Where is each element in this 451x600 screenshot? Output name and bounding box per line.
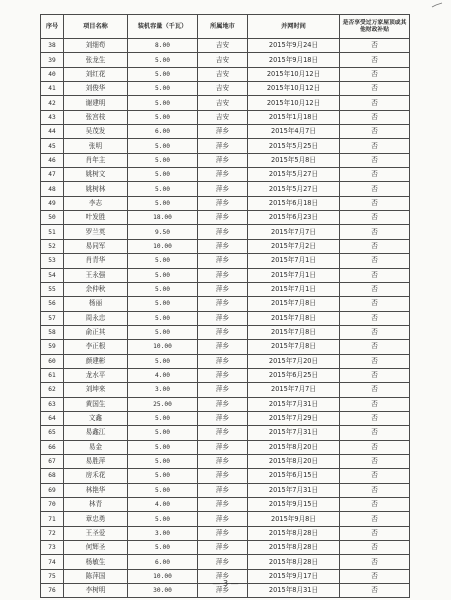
city-cell: 萍乡: [198, 454, 248, 468]
row-index-cell: 61: [41, 368, 64, 382]
subsidy-cell: 否: [340, 196, 410, 210]
project-name-cell: 王永强: [64, 268, 128, 282]
subsidy-cell: 否: [340, 110, 410, 124]
subsidy-cell: 否: [340, 311, 410, 325]
capacity-cell: 5.00: [128, 469, 198, 483]
capacity-cell: 8.00: [128, 39, 198, 53]
grid-date-cell: 2015年7月2日: [248, 239, 340, 253]
row-index-cell: 76: [41, 584, 64, 598]
row-index-cell: 54: [41, 268, 64, 282]
table-row: [41, 182, 410, 196]
capacity-cell: 3.00: [128, 526, 198, 540]
table-row: [41, 53, 410, 67]
subsidy-cell: 否: [340, 498, 410, 512]
table-row: [41, 383, 410, 397]
row-index-cell: 41: [41, 82, 64, 96]
row-index-cell: 55: [41, 282, 64, 296]
table-row: [41, 526, 410, 540]
row-index-cell: 73: [41, 541, 64, 555]
project-name-cell: 刘细苟: [64, 39, 128, 53]
table-row: [41, 541, 410, 555]
header-index: 序号: [41, 15, 64, 39]
capacity-cell: 5.00: [128, 282, 198, 296]
grid-date-cell: 2015年9月24日: [248, 39, 340, 53]
table-header-row: [41, 15, 410, 39]
subsidy-cell: 否: [340, 139, 410, 153]
capacity-cell: 5.00: [128, 67, 198, 81]
table-row: [41, 82, 410, 96]
capacity-cell: 5.00: [128, 440, 198, 454]
city-cell: 萍乡: [198, 340, 248, 354]
subsidy-cell: 否: [340, 182, 410, 196]
page-number: — 3 —: [212, 579, 239, 588]
subsidy-cell: 否: [340, 541, 410, 555]
project-name-cell: 房禾花: [64, 469, 128, 483]
city-cell: 萍乡: [198, 182, 248, 196]
subsidy-cell: 否: [340, 555, 410, 569]
row-index-cell: 50: [41, 211, 64, 225]
row-index-cell: 60: [41, 354, 64, 368]
table-row: [41, 139, 410, 153]
capacity-cell: 5.00: [128, 541, 198, 555]
table-row: [41, 297, 410, 311]
subsidy-cell: 否: [340, 426, 410, 440]
capacity-cell: 10.00: [128, 569, 198, 583]
table-row: [41, 96, 410, 110]
city-cell: 萍乡: [198, 368, 248, 382]
grid-date-cell: 2015年8月28日: [248, 526, 340, 540]
row-index-cell: 63: [41, 397, 64, 411]
grid-date-cell: 2015年7月31日: [248, 426, 340, 440]
table-row: [41, 411, 410, 425]
capacity-cell: 5.00: [128, 196, 198, 210]
row-index-cell: 45: [41, 139, 64, 153]
header-capacity: 装机容量（千瓦）: [128, 15, 198, 39]
project-name-cell: 张龙生: [64, 53, 128, 67]
city-cell: 萍乡: [198, 153, 248, 167]
grid-date-cell: 2015年7月8日: [248, 311, 340, 325]
project-name-cell: 罗兰英: [64, 225, 128, 239]
city-cell: 萍乡: [198, 498, 248, 512]
subsidy-cell: 否: [340, 211, 410, 225]
capacity-cell: 5.00: [128, 139, 198, 153]
capacity-cell: 5.00: [128, 325, 198, 339]
header-grid-date: 并网时间: [248, 15, 340, 39]
scan-mark: [431, 2, 443, 8]
capacity-cell: 4.00: [128, 368, 198, 382]
project-name-cell: 颜建彬: [64, 354, 128, 368]
city-cell: 吉安: [198, 110, 248, 124]
subsidy-cell: 否: [340, 397, 410, 411]
subsidy-cell: 否: [340, 469, 410, 483]
grid-date-cell: 2015年8月31日: [248, 584, 340, 598]
city-cell: 吉安: [198, 53, 248, 67]
city-cell: 萍乡: [198, 297, 248, 311]
subsidy-cell: 否: [340, 325, 410, 339]
capacity-cell: 18.00: [128, 211, 198, 225]
subsidy-cell: 否: [340, 584, 410, 598]
row-index-cell: 59: [41, 340, 64, 354]
capacity-cell: 25.00: [128, 397, 198, 411]
row-index-cell: 71: [41, 512, 64, 526]
grid-date-cell: 2015年7月1日: [248, 254, 340, 268]
grid-date-cell: 2015年7月1日: [248, 282, 340, 296]
grid-date-cell: 2015年8月20日: [248, 454, 340, 468]
city-cell: 萍乡: [198, 196, 248, 210]
row-index-cell: 43: [41, 110, 64, 124]
project-name-cell: 陈萍国: [64, 569, 128, 583]
table-row: [41, 67, 410, 81]
capacity-cell: 5.00: [128, 53, 198, 67]
row-index-cell: 49: [41, 196, 64, 210]
subsidy-cell: 否: [340, 569, 410, 583]
capacity-cell: 10.00: [128, 340, 198, 354]
row-index-cell: 70: [41, 498, 64, 512]
row-index-cell: 68: [41, 469, 64, 483]
subsidy-cell: 否: [340, 153, 410, 167]
city-cell: 吉安: [198, 67, 248, 81]
project-name-cell: 易胜萍: [64, 454, 128, 468]
project-name-cell: 俞正其: [64, 325, 128, 339]
grid-date-cell: 2015年8月20日: [248, 440, 340, 454]
grid-date-cell: 2015年7月7日: [248, 383, 340, 397]
city-cell: 萍乡: [198, 555, 248, 569]
project-name-cell: 姚树文: [64, 168, 128, 182]
grid-date-cell: 2015年7月7日: [248, 225, 340, 239]
subsidy-cell: 否: [340, 225, 410, 239]
project-name-cell: 李正根: [64, 340, 128, 354]
subsidy-cell: 否: [340, 39, 410, 53]
grid-date-cell: 2015年5月25日: [248, 139, 340, 153]
project-name-cell: 刘红花: [64, 67, 128, 81]
city-cell: 吉安: [198, 82, 248, 96]
row-index-cell: 64: [41, 411, 64, 425]
row-index-cell: 72: [41, 526, 64, 540]
grid-date-cell: 2015年5月8日: [248, 153, 340, 167]
capacity-cell: 5.00: [128, 411, 198, 425]
row-index-cell: 47: [41, 168, 64, 182]
capacity-cell: 5.00: [128, 354, 198, 368]
table-row: [41, 239, 410, 253]
grid-date-cell: 2015年8月28日: [248, 541, 340, 555]
capacity-cell: 5.00: [128, 311, 198, 325]
grid-date-cell: 2015年6月15日: [248, 469, 340, 483]
city-cell: 萍乡: [198, 426, 248, 440]
grid-date-cell: 2015年6月25日: [248, 368, 340, 382]
table-row: [41, 225, 410, 239]
row-index-cell: 46: [41, 153, 64, 167]
header-city: 所属地市: [198, 15, 248, 39]
city-cell: 萍乡: [198, 225, 248, 239]
row-index-cell: 40: [41, 67, 64, 81]
project-name-cell: 余仲秋: [64, 282, 128, 296]
project-name-cell: 文鑫: [64, 411, 128, 425]
table-row: [41, 168, 410, 182]
header-subsidy: 是否享受过万家屋顶或其他财政补贴: [340, 15, 410, 39]
table-row: [41, 282, 410, 296]
grid-date-cell: 2015年9月15日: [248, 498, 340, 512]
subsidy-cell: 否: [340, 168, 410, 182]
row-index-cell: 58: [41, 325, 64, 339]
project-name-cell: 李志: [64, 196, 128, 210]
row-index-cell: 56: [41, 297, 64, 311]
row-index-cell: 57: [41, 311, 64, 325]
capacity-cell: 10.00: [128, 239, 198, 253]
grid-date-cell: 2015年6月18日: [248, 196, 340, 210]
city-cell: 萍乡: [198, 512, 248, 526]
city-cell: 吉安: [198, 39, 248, 53]
project-name-cell: 刘坤来: [64, 383, 128, 397]
subsidy-cell: 否: [340, 340, 410, 354]
table-row: [41, 110, 410, 124]
header-project-name: 项目名称: [64, 15, 128, 39]
capacity-cell: 5.00: [128, 254, 198, 268]
project-name-cell: 林青: [64, 498, 128, 512]
city-cell: 萍乡: [198, 469, 248, 483]
project-name-cell: 周永忠: [64, 311, 128, 325]
table-row: [41, 454, 410, 468]
city-cell: 萍乡: [198, 354, 248, 368]
capacity-cell: 5.00: [128, 153, 198, 167]
grid-date-cell: 2015年10月12日: [248, 82, 340, 96]
project-name-cell: 叶发胜: [64, 211, 128, 225]
city-cell: 萍乡: [198, 411, 248, 425]
table-row: [41, 498, 410, 512]
subsidy-table: [40, 14, 410, 598]
capacity-cell: 9.50: [128, 225, 198, 239]
city-cell: 萍乡: [198, 125, 248, 139]
row-index-cell: 67: [41, 454, 64, 468]
grid-date-cell: 2015年7月20日: [248, 354, 340, 368]
project-name-cell: 姚树林: [64, 182, 128, 196]
subsidy-cell: 否: [340, 483, 410, 497]
row-index-cell: 66: [41, 440, 64, 454]
grid-date-cell: 2015年7月8日: [248, 325, 340, 339]
capacity-cell: 5.00: [128, 82, 198, 96]
project-name-cell: 章忠勇: [64, 512, 128, 526]
row-index-cell: 39: [41, 53, 64, 67]
city-cell: 吉安: [198, 96, 248, 110]
project-name-cell: 张明: [64, 139, 128, 153]
city-cell: 萍乡: [198, 239, 248, 253]
row-index-cell: 53: [41, 254, 64, 268]
subsidy-cell: 否: [340, 96, 410, 110]
grid-date-cell: 2015年7月31日: [248, 397, 340, 411]
grid-date-cell: 2015年9月17日: [248, 569, 340, 583]
project-name-cell: 谢建明: [64, 96, 128, 110]
city-cell: 萍乡: [198, 325, 248, 339]
project-name-cell: 何辉圣: [64, 541, 128, 555]
table-row: [41, 354, 410, 368]
city-cell: 萍乡: [198, 282, 248, 296]
grid-date-cell: 2015年8月28日: [248, 555, 340, 569]
grid-date-cell: 2015年7月8日: [248, 340, 340, 354]
city-cell: 萍乡: [198, 168, 248, 182]
subsidy-cell: 否: [340, 82, 410, 96]
project-name-cell: 杨敏生: [64, 555, 128, 569]
row-index-cell: 51: [41, 225, 64, 239]
row-index-cell: 48: [41, 182, 64, 196]
subsidy-cell: 否: [340, 512, 410, 526]
table-row: [41, 211, 410, 225]
project-name-cell: 龙水平: [64, 368, 128, 382]
city-cell: 萍乡: [198, 483, 248, 497]
city-cell: 萍乡: [198, 526, 248, 540]
subsidy-cell: 否: [340, 53, 410, 67]
table-row: [41, 440, 410, 454]
grid-date-cell: 2015年1月18日: [248, 110, 340, 124]
city-cell: 萍乡: [198, 584, 248, 598]
subsidy-cell: 否: [340, 383, 410, 397]
city-cell: 萍乡: [198, 139, 248, 153]
table-row: [41, 254, 410, 268]
grid-date-cell: 2015年9月18日: [248, 53, 340, 67]
capacity-cell: 5.00: [128, 110, 198, 124]
project-name-cell: 易金: [64, 440, 128, 454]
table-row: [41, 311, 410, 325]
subsidy-cell: 否: [340, 239, 410, 253]
grid-date-cell: 2015年10月12日: [248, 67, 340, 81]
table-row: [41, 325, 410, 339]
city-cell: 萍乡: [198, 268, 248, 282]
grid-date-cell: 2015年4月7日: [248, 125, 340, 139]
table-row: [41, 39, 410, 53]
capacity-cell: 5.00: [128, 96, 198, 110]
capacity-cell: 30.00: [128, 584, 198, 598]
grid-date-cell: 2015年7月31日: [248, 483, 340, 497]
grid-date-cell: 2015年7月8日: [248, 297, 340, 311]
table-row: [41, 340, 410, 354]
capacity-cell: 5.00: [128, 483, 198, 497]
grid-date-cell: 2015年9月8日: [248, 512, 340, 526]
grid-date-cell: 2015年10月12日: [248, 96, 340, 110]
capacity-cell: 6.00: [128, 555, 198, 569]
capacity-cell: 5.00: [128, 268, 198, 282]
capacity-cell: 5.00: [128, 297, 198, 311]
capacity-cell: 6.00: [128, 125, 198, 139]
subsidy-cell: 否: [340, 454, 410, 468]
row-index-cell: 65: [41, 426, 64, 440]
row-index-cell: 69: [41, 483, 64, 497]
capacity-cell: 4.00: [128, 498, 198, 512]
project-name-cell: 刘俊华: [64, 82, 128, 96]
table-row: [41, 368, 410, 382]
city-cell: 萍乡: [198, 440, 248, 454]
capacity-cell: 5.00: [128, 426, 198, 440]
row-index-cell: 75: [41, 569, 64, 583]
city-cell: 萍乡: [198, 254, 248, 268]
subsidy-cell: 否: [340, 368, 410, 382]
capacity-cell: 3.00: [128, 383, 198, 397]
subsidy-cell: 否: [340, 268, 410, 282]
subsidy-cell: 否: [340, 354, 410, 368]
project-name-cell: 吴茂发: [64, 125, 128, 139]
grid-date-cell: 2015年5月27日: [248, 182, 340, 196]
subsidy-cell: 否: [340, 297, 410, 311]
row-index-cell: 42: [41, 96, 64, 110]
project-name-cell: 易同军: [64, 239, 128, 253]
subsidy-cell: 否: [340, 254, 410, 268]
row-index-cell: 52: [41, 239, 64, 253]
subsidy-cell: 否: [340, 526, 410, 540]
project-name-cell: 林艳华: [64, 483, 128, 497]
capacity-cell: 5.00: [128, 512, 198, 526]
city-cell: 萍乡: [198, 541, 248, 555]
city-cell: 萍乡: [198, 569, 248, 583]
project-name-cell: 张宫枝: [64, 110, 128, 124]
table-row: [41, 483, 410, 497]
grid-date-cell: 2015年6月23日: [248, 211, 340, 225]
project-name-cell: 肖青华: [64, 254, 128, 268]
table-row: [41, 512, 410, 526]
city-cell: 萍乡: [198, 397, 248, 411]
subsidy-cell: 否: [340, 440, 410, 454]
table-row: [41, 268, 410, 282]
table-row: [41, 555, 410, 569]
table-row: [41, 196, 410, 210]
grid-date-cell: 2015年7月29日: [248, 411, 340, 425]
table-row: [41, 125, 410, 139]
project-name-cell: 肖年主: [64, 153, 128, 167]
grid-date-cell: 2015年7月1日: [248, 268, 340, 282]
capacity-cell: 5.00: [128, 168, 198, 182]
subsidy-cell: 否: [340, 411, 410, 425]
project-name-cell: 杨丽: [64, 297, 128, 311]
table-body: [41, 39, 410, 598]
project-name-cell: 王圣爱: [64, 526, 128, 540]
project-name-cell: 易鑫江: [64, 426, 128, 440]
table-row: [41, 426, 410, 440]
city-cell: 萍乡: [198, 211, 248, 225]
row-index-cell: 62: [41, 383, 64, 397]
city-cell: 萍乡: [198, 311, 248, 325]
project-name-cell: 黄国生: [64, 397, 128, 411]
capacity-cell: 5.00: [128, 454, 198, 468]
grid-date-cell: 2015年5月27日: [248, 168, 340, 182]
table-row: [41, 469, 410, 483]
subsidy-cell: 否: [340, 125, 410, 139]
city-cell: 萍乡: [198, 383, 248, 397]
row-index-cell: 44: [41, 125, 64, 139]
subsidy-cell: 否: [340, 67, 410, 81]
row-index-cell: 74: [41, 555, 64, 569]
table-row: [41, 153, 410, 167]
subsidy-cell: 否: [340, 282, 410, 296]
project-name-cell: 李树明: [64, 584, 128, 598]
capacity-cell: 5.00: [128, 182, 198, 196]
row-index-cell: 38: [41, 39, 64, 53]
table-row: [41, 397, 410, 411]
